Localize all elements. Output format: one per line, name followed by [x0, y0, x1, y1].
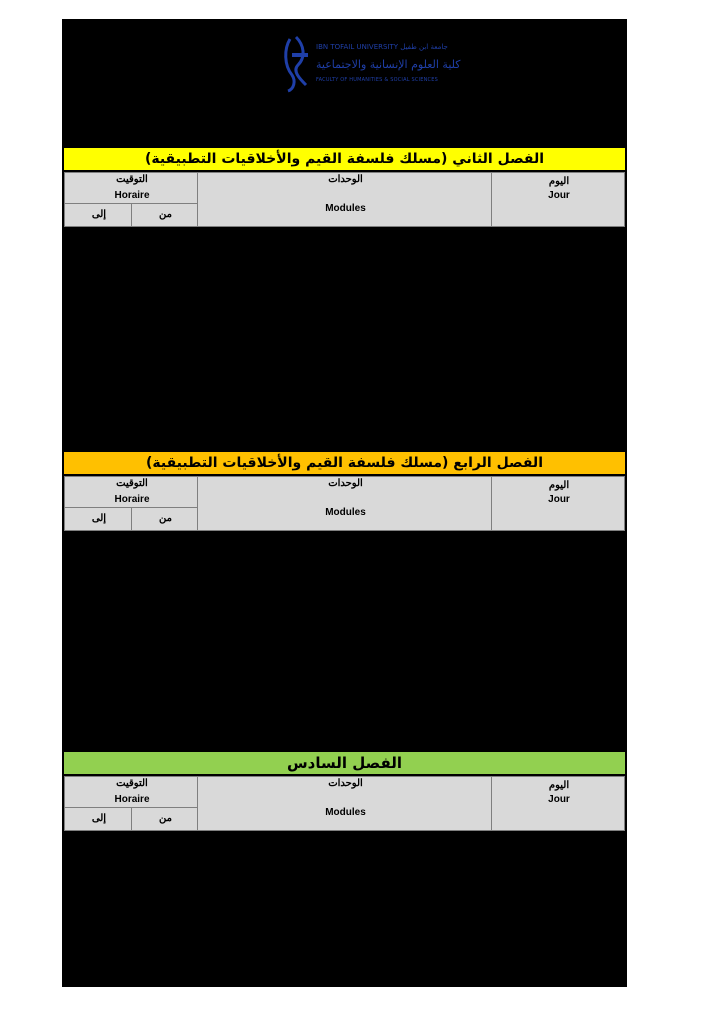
time-column-header [64, 476, 198, 508]
schedule-header [64, 776, 625, 831]
from-label: من [159, 209, 172, 220]
from-label: من [159, 513, 172, 524]
time-from-header [131, 507, 198, 531]
day-column-header [491, 172, 625, 227]
day-label-fr: Jour [548, 794, 570, 805]
from-label: من [159, 813, 172, 824]
time-label-ar: التوقيت [116, 778, 148, 789]
logo-faculty-name-en: FACULTY OF HUMANITIES & SOCIAL SCIENCES [316, 77, 438, 83]
document-page [62, 19, 627, 987]
semester-title: الفصل الثاني (مسلك فلسفة القيم والأخلاقيات التطبيقية) [64, 148, 625, 170]
university-emblem-icon [280, 35, 312, 93]
modules-label-fr: Modules [325, 203, 366, 214]
time-to-header [64, 203, 132, 227]
modules-column-header [197, 172, 492, 227]
logo-university-name: جامعة ابن طفيل IBN TOFAIL UNIVERSITY [316, 43, 448, 51]
modules-label-fr: Modules [325, 507, 366, 518]
modules-column-header [197, 476, 492, 531]
semester-title: الفصل الرابع (مسلك فلسفة القيم والأخلاقيات التطبيقية) [64, 452, 625, 474]
day-label-fr: Jour [548, 190, 570, 201]
day-column-header [491, 776, 625, 831]
to-label: إلى [91, 209, 107, 220]
time-label-fr: Horaire [114, 494, 150, 505]
modules-label-fr: Modules [325, 807, 366, 818]
time-label-fr: Horaire [114, 190, 150, 201]
time-label-fr: Horaire [114, 794, 150, 805]
to-label: إلى [91, 813, 107, 824]
time-from-header [131, 807, 198, 831]
faculty-logo [280, 35, 480, 93]
time-from-header [131, 203, 198, 227]
modules-label-ar: الوحدات [328, 478, 363, 489]
day-label-fr: Jour [548, 494, 570, 505]
logo-faculty-name-ar: كلية العلوم الإنسانية والاجتماعية [316, 58, 461, 71]
modules-column-header [197, 776, 492, 831]
time-to-header [64, 507, 132, 531]
time-label-ar: التوقيت [116, 174, 148, 185]
time-to-header [64, 807, 132, 831]
schedule-header [64, 172, 625, 227]
day-label-ar: اليوم [548, 780, 570, 791]
time-column-header [64, 172, 198, 204]
modules-label-ar: الوحدات [328, 174, 363, 185]
day-column-header [491, 476, 625, 531]
semester-title: الفصل السادس [64, 752, 625, 774]
modules-label-ar: الوحدات [328, 778, 363, 789]
time-column-header [64, 776, 198, 808]
time-label-ar: التوقيت [116, 478, 148, 489]
day-label-ar: اليوم [548, 480, 570, 491]
day-label-ar: اليوم [548, 176, 570, 187]
schedule-header [64, 476, 625, 531]
to-label: إلى [91, 513, 107, 524]
